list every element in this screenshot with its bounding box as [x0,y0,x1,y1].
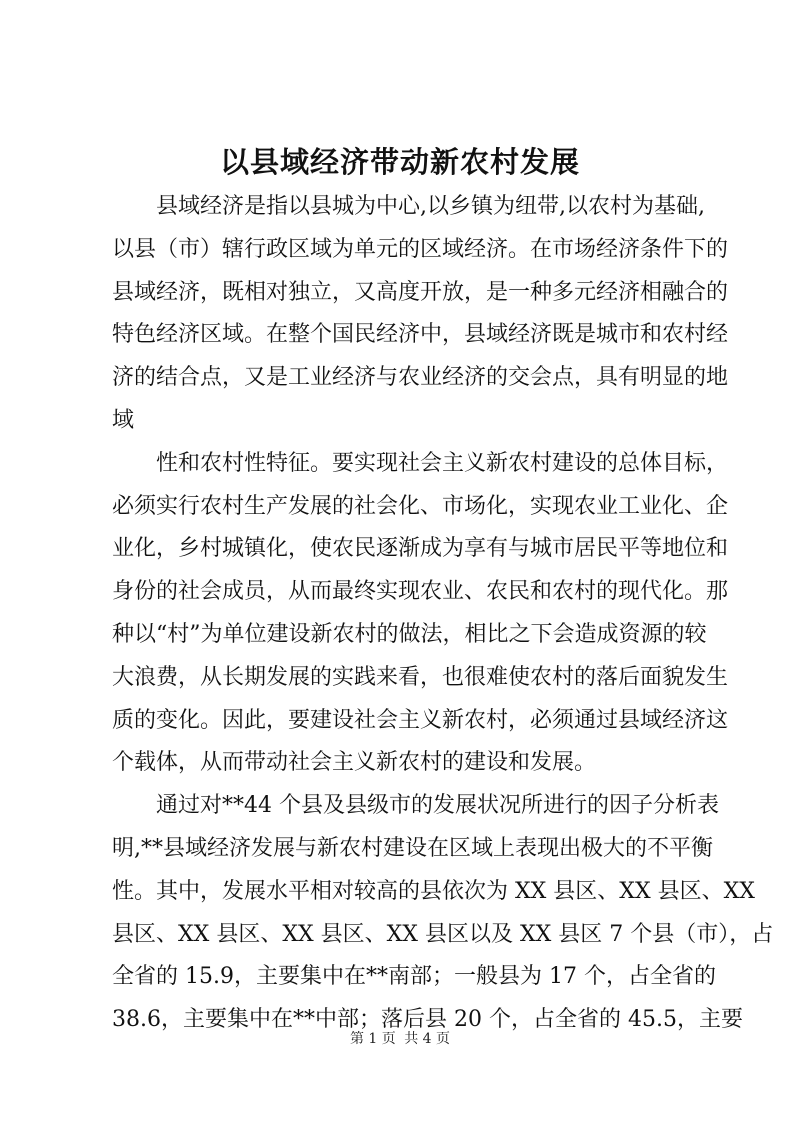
text-line: 县域经济是指以县城为中心,以乡镇为纽带,以农村为基础, [156,194,705,219]
text-line: 质的变化。因此，要建设社会主义新农村，必须通过县域经济这 [112,707,729,733]
page-total: 共 4 页 [404,1031,451,1047]
text-line: 特色经济区域。在整个国民经济中，县域经济既是城市和农村经 [112,322,729,348]
text-line: 必须实行农村生产发展的社会化、市场化，实现农业工业化、企 [112,493,729,519]
text-line: 业化，乡村城镇化，使农民逐渐成为享有与城市居民平等地位和 [112,536,729,562]
document-title: 以县域经济带动新农村发展 [219,145,580,179]
text-line: 全省的 15.9，主要集中在**南部；一般县为 17 个，占全省的 [112,964,716,990]
text-line: 明,**县域经济发展与新农村建设在区域上表现出极大的不平衡 [112,835,713,861]
text-line: 大浪费，从长期发展的实践来看，也很难使农村的落后面貌发生 [112,664,729,690]
page-number: 第 1 页 [349,1031,396,1047]
text-line: 济的结合点，又是工业经济与农业经济的交会点，具有明显的地 [112,365,729,391]
text-line: 性。其中，发展水平相对较高的县依次为 XX 县区、XX 县区、XX [112,878,755,904]
text-line: 身份的社会成员，从而最终实现农业、农民和农村的现代化。那 [112,579,729,605]
document-body [112,186,774,1042]
text-line: 域 [112,407,135,433]
text-line: 通过对**44 个县及县级市的发展状况所进行的因子分析表 [156,793,719,819]
text-line: 县区、XX 县区、XX 县区、XX 县区以及 XX 县区 7 个县（市），占 [112,921,774,947]
text-line: 种以“村”为单位建设新农村的做法，相比之下会造成资源的较 [112,621,707,647]
text-line: 县域经济，既相对独立，又高度开放，是一种多元经济相融合的 [112,279,729,305]
text-line: 性和农村性特征。要实现社会主义新农村建设的总体目标， [156,450,729,476]
text-line: 个载体，从而带动社会主义新农村的建设和发展。 [112,750,597,776]
text-line: 38.6，主要集中在**中部；落后县 20 个，占全省的 45.5，主要 [112,1007,743,1033]
text-line: 以县（市）辖行政区域为单元的区域经济。在市场经济条件下的 [112,236,729,262]
page-footer [0,1028,800,1048]
